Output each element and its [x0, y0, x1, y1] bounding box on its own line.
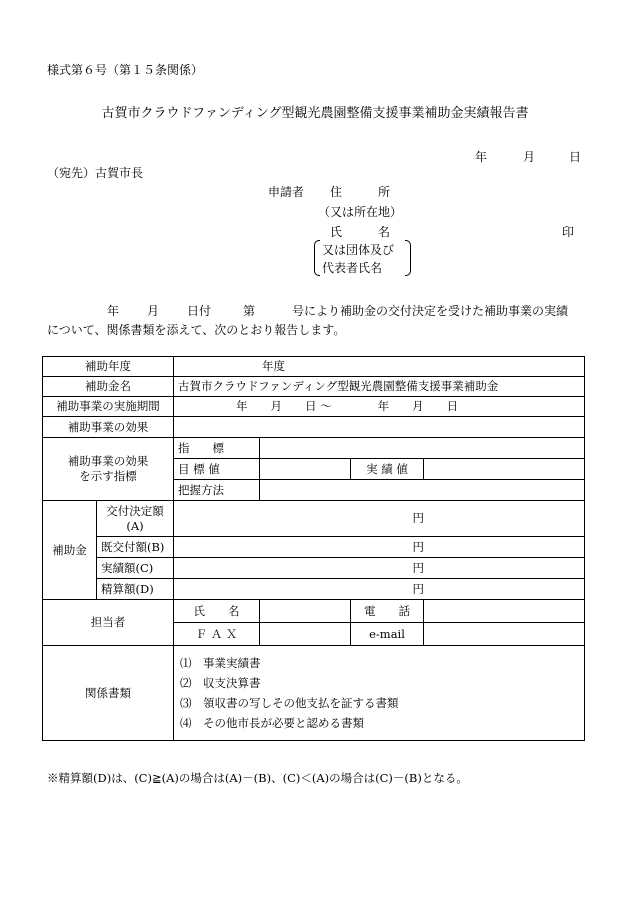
indicator-label: 指 標 [174, 438, 260, 459]
intro-rest: 号により補助金の交付決定を受けた補助事業の実績 [292, 304, 569, 318]
form-number: 様式第６号（第１５条関係） [47, 63, 204, 77]
actual-cell[interactable] [424, 459, 585, 480]
date-month: 月 [523, 150, 536, 164]
already-paid-label: 既交付額(B) [97, 537, 174, 558]
method-cell[interactable] [260, 480, 585, 501]
date-day: 日 [569, 150, 582, 164]
indicator-group-label [43, 438, 174, 501]
row-indicator [43, 438, 585, 459]
intro-line-2: について、関係書類を添えて、次のとおり報告します。 [47, 323, 346, 337]
intro-number-prefix: 第 [243, 304, 256, 318]
contact-phone-cell[interactable] [424, 600, 585, 623]
row-grant-name [43, 377, 585, 397]
contact-phone-label: 電 話 [351, 600, 424, 623]
already-paid-cell[interactable]: 円 [174, 537, 585, 558]
settlement-label: 精算額(D) [97, 579, 174, 600]
subsidy-label: 補助金 [43, 501, 97, 600]
target-label: 目 標 値 [174, 459, 260, 480]
intro-dated: 日付 [187, 304, 212, 318]
decision-amount-line1: 交付決定額 [106, 503, 164, 518]
footnote: ※精算額(D)は、(C)≧(A)の場合は(A)－(B)、(C)＜(A)の場合は(C)－(B)となる。 [47, 771, 468, 785]
indicator-cell[interactable] [260, 438, 585, 459]
report-table [42, 356, 585, 741]
group-note-line2: 代表者氏名 [322, 261, 383, 275]
decision-amount-line2: (A) [126, 518, 144, 533]
document-title: 古賀市クラウドファンディング型観光農園整備支援事業補助金実績報告書 [101, 106, 529, 121]
indicator-group-line1: 補助事業の効果 [67, 454, 149, 469]
group-note-line1: 又は団体及び [322, 243, 395, 257]
document-item-1: ⑴ 事業実績書 [180, 656, 261, 670]
row-already-paid [43, 537, 585, 558]
row-settlement [43, 579, 585, 600]
grant-name-label: 補助金名 [43, 377, 174, 397]
fiscal-year-label: 補助年度 [43, 357, 174, 377]
intro-month: 月 [147, 304, 160, 318]
grant-name-value: 古賀市クラウドファンディング型観光農園整備支援事業補助金 [174, 377, 585, 397]
settlement-cell[interactable]: 円 [174, 579, 585, 600]
row-documents [43, 646, 585, 741]
applicant-label: 申請者 [268, 185, 305, 199]
date-year: 年 [475, 150, 488, 164]
contact-label: 担当者 [43, 600, 174, 646]
name-label-b: 名 [378, 225, 391, 239]
contact-name-cell[interactable] [260, 600, 351, 623]
row-actual-amount [43, 558, 585, 579]
decision-amount-cell[interactable]: 円 [174, 501, 585, 537]
document-item-4: ⑷ その他市長が必要と認める書類 [180, 716, 364, 730]
contact-email-label: e-mail [351, 623, 424, 646]
bracket-right [405, 240, 411, 276]
effect-label: 補助事業の効果 [43, 417, 174, 438]
contact-name-label: 氏 名 [174, 600, 260, 623]
actual-label: 実 績 値 [351, 459, 424, 480]
period-cell[interactable]: 年 月 日 ～ 年 月 日 [174, 397, 585, 417]
bracket-left [314, 240, 320, 276]
document-item-3: ⑶ 領収書の写しその他支払を証する書類 [180, 696, 399, 710]
row-fiscal-year [43, 357, 585, 377]
indicator-group-line2: を示す指標 [79, 469, 137, 483]
actual-amount-label: 実績額(C) [97, 558, 174, 579]
document-item-2: ⑵ 収支決算書 [180, 676, 261, 690]
address-note: （又は所在地） [318, 205, 403, 219]
addressee: （宛先）古賀市長 [47, 166, 144, 180]
row-effect [43, 417, 585, 438]
address-label-b: 所 [378, 185, 391, 199]
contact-fax-label: Ｆ Ａ Ｘ [174, 623, 260, 646]
name-label-a: 氏 [330, 225, 343, 239]
seal-mark: 印 [562, 225, 575, 239]
effect-cell[interactable] [174, 417, 585, 438]
contact-fax-cell[interactable] [260, 623, 351, 646]
contact-email-cell[interactable] [424, 623, 585, 646]
target-cell[interactable] [260, 459, 351, 480]
row-period [43, 397, 585, 417]
decision-amount-label [97, 501, 174, 537]
actual-amount-cell[interactable]: 円 [174, 558, 585, 579]
row-contact-name [43, 600, 585, 623]
address-label-a: 住 [330, 185, 343, 199]
intro-year: 年 [107, 304, 120, 318]
fiscal-year-cell[interactable]: 年度 [174, 357, 585, 377]
period-label: 補助事業の実施期間 [43, 397, 174, 417]
documents-list [174, 646, 585, 741]
documents-label: 関係書類 [43, 646, 174, 741]
row-decision-amount [43, 501, 585, 537]
method-label: 把握方法 [174, 480, 260, 501]
